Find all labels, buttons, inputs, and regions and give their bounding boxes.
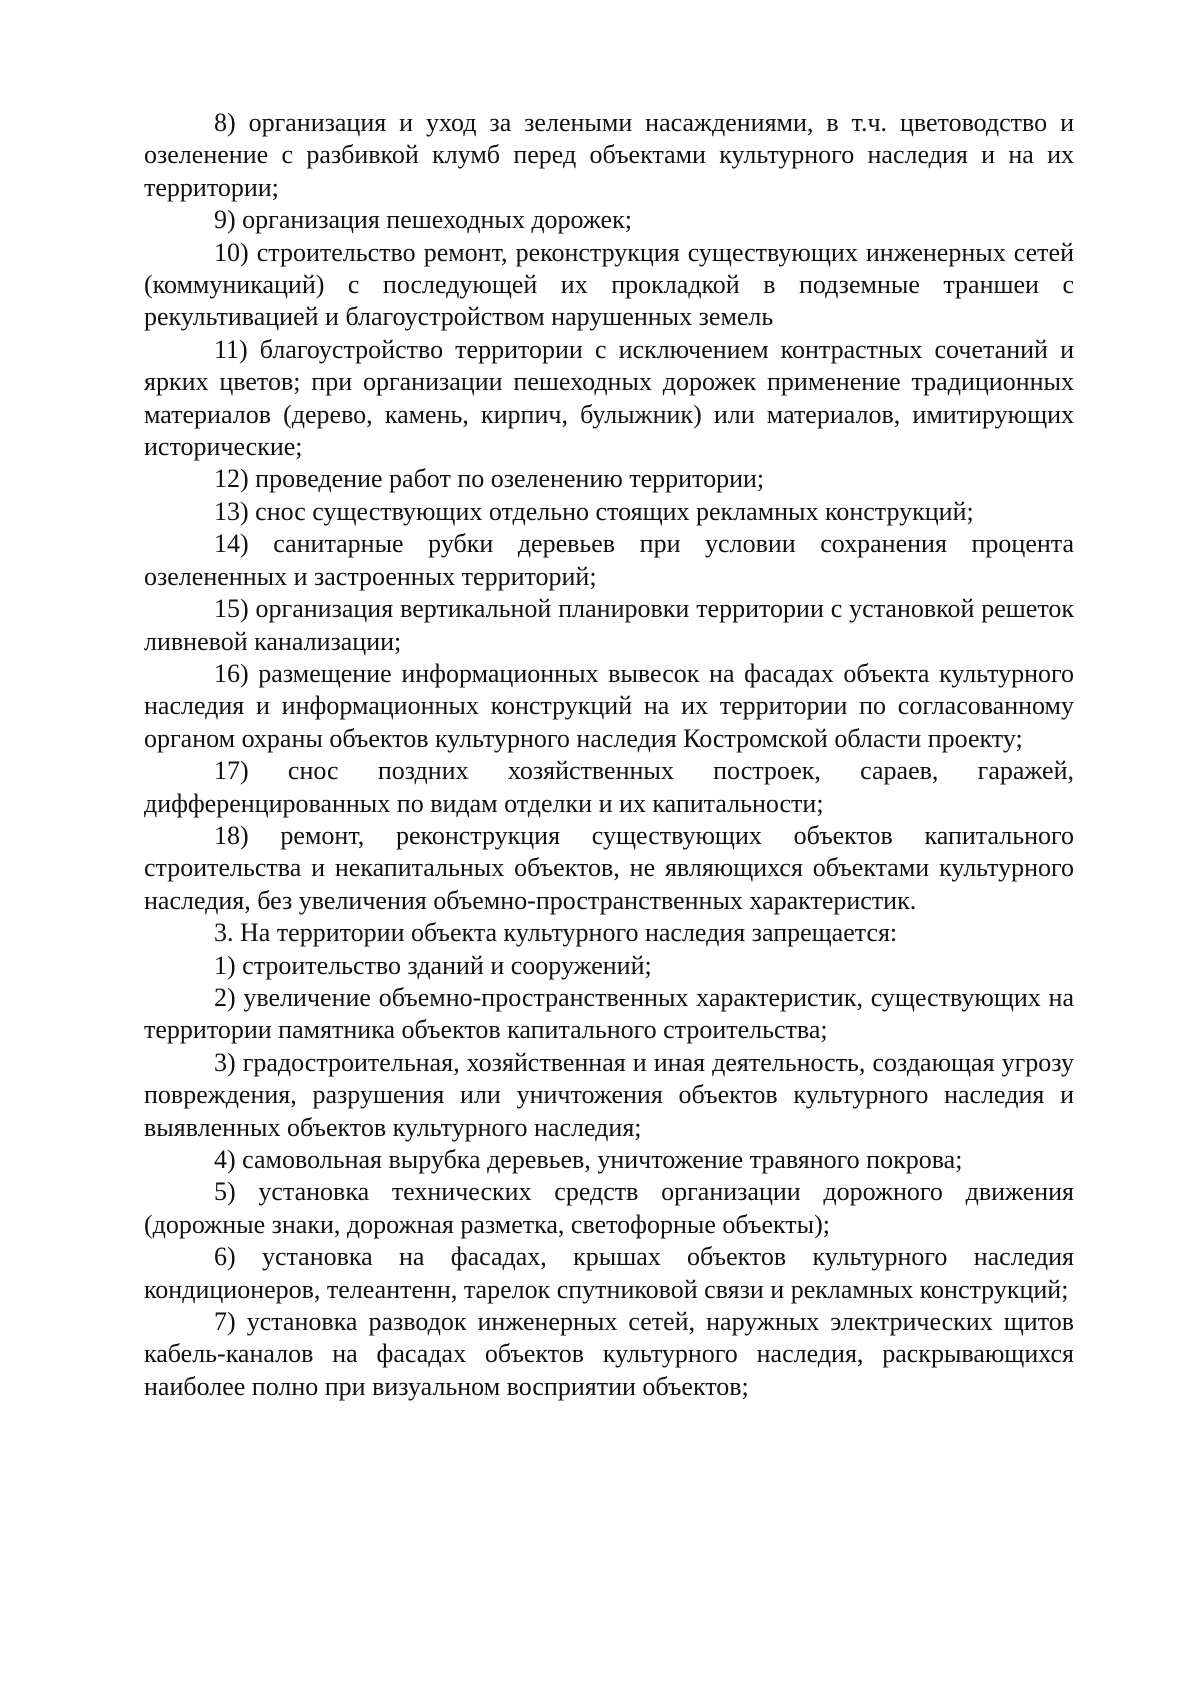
list-item-14: 14) санитарные рубки деревьев при условии сохранения процента озелененных и застроенных территорий; — [144, 529, 1074, 591]
document-page — [144, 107, 1074, 1403]
list-item-16: 16) размещение информационных вывесок на фасадах объекта культурного наследия и информационных конструкций на их территории по согласованному органом охраны объектов культурного наследия Костромской области проекту; — [144, 658, 1074, 753]
section-3-heading: 3. На территории объекта культурного наследия запрещается: — [214, 918, 898, 948]
list-item-15: 15) организация вертикальной планировки территории с установкой решеток ливневой канализации; — [144, 594, 1074, 656]
list-item-10: 10) строительство ремонт, реконструкция существующих инженерных сетей (коммуникаций) с последующей их прокладкой в подземные траншеи с рекультивацией и благоустройством нарушенных земель — [144, 237, 1074, 332]
prohibition-item-2: 2) увеличение объемно-пространственных характеристик, существующих на территории памятника объектов капитального строительства; — [144, 982, 1074, 1045]
list-item-11: 11) благоустройство территории с исключением контрастных сочетаний и ярких цветов; при организации пешеходных дорожек применение традиционных материалов (дерево, камень, кирпич, булыжник) или материалов, имитирующих исторические; — [144, 334, 1074, 462]
prohibition-item-4: 4) самовольная вырубка деревьев, уничтожение травяного покрова; — [214, 1145, 963, 1174]
prohibition-item-6: 6) установка на фасадах, крышах объектов культурного наследия кондиционеров, телеантенн, тарелок спутниковой связи и рекламных конструкций; — [144, 1242, 1074, 1304]
list-item-8: 8) организация и уход за зелеными насаждениями, в т.ч. цветоводство и озеленение с разбивкой клумб перед объектами культурного наследия и на их территории; — [144, 108, 1074, 202]
list-item-12: 12) проведение работ по озеленению территории; — [214, 464, 765, 494]
prohibition-item-3: 3) градостроительная, хозяйственная и иная деятельность, создающая угрозу повреждения, разрушения или уничтожения объектов культурного наследия и выявленных объектов культурного наследия; — [144, 1047, 1074, 1142]
list-item-18: 18) ремонт, реконструкция существующих объектов капитального строительства и некапитальных объектов, не являющихся объектами культурного наследия, без увеличения объемно-пространственных характеристик. — [144, 820, 1074, 915]
prohibition-item-5: 5) установка технических средств организации дорожного движения (дорожные знаки, дорожная разметка, светофорные объекты); — [144, 1177, 1074, 1239]
list-item-17: 17) снос поздних хозяйственных построек, сараев, гаражей, дифференцированных по видам отделки и их капитальности; — [144, 756, 1074, 818]
prohibition-item-1: 1) строительство зданий и сооружений; — [214, 950, 652, 980]
list-item-9: 9) организация пешеходных дорожек; — [214, 205, 632, 235]
prohibition-item-7: 7) установка разводок инженерных сетей, наружных электрических щитов кабель-каналов на фасадах объектов культурного наследия, раскрывающихся наиболее полно при визуальном восприятии объектов; — [144, 1307, 1074, 1401]
list-item-13: 13) снос существующих отдельно стоящих рекламных конструкций; — [214, 496, 974, 526]
